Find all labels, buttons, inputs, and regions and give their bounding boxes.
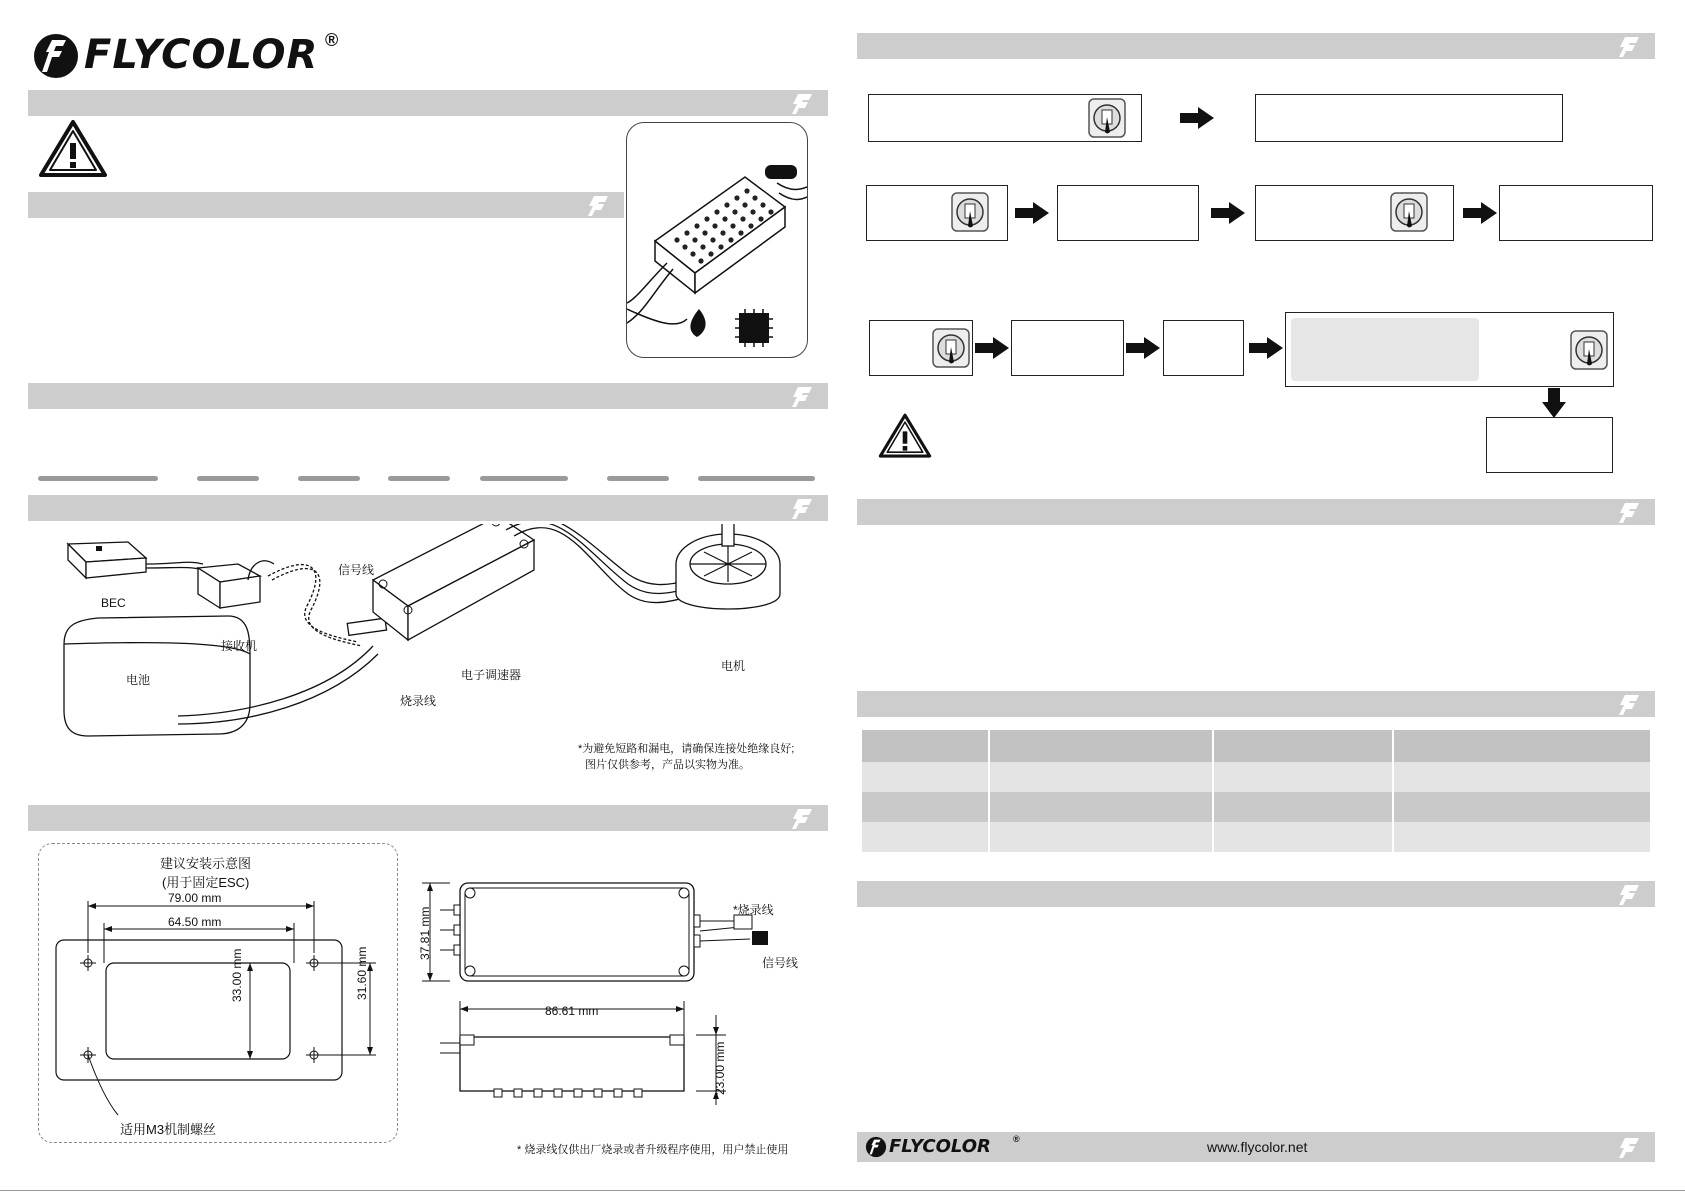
section-bar-features <box>28 192 624 218</box>
troubleshooting-table <box>862 730 1652 852</box>
footer-bar <box>857 1132 1655 1162</box>
label-receiver: 接收机 <box>221 639 258 653</box>
throttle-stick-icon <box>1088 98 1126 138</box>
warning-icon <box>38 118 108 180</box>
calibration-step-box <box>1285 312 1614 387</box>
dimension-length: 86.61 mm <box>545 1004 599 1018</box>
table-row <box>862 792 1651 822</box>
spec-pill <box>698 476 815 481</box>
calibration-step-box <box>1163 320 1244 376</box>
label-motor: 电机 <box>721 659 746 673</box>
section-bar-warning <box>28 90 828 116</box>
dimension-thickness: 23.00 mm <box>713 1041 727 1095</box>
brand-logo-text: FLYCOLOR <box>84 32 319 78</box>
throttle-stick-icon <box>932 328 970 368</box>
bolt-icon <box>788 92 814 114</box>
section-bar-throttle-calibration <box>857 33 1655 59</box>
label-bec: BEC <box>101 596 126 610</box>
footer-website: www.flycolor.net <box>1207 1139 1308 1155</box>
footer-logo-text: FLYCOLOR <box>889 1136 991 1157</box>
wiring-diagram <box>28 524 828 774</box>
bolt-icon <box>584 194 610 216</box>
bolt-icon <box>788 497 814 519</box>
spec-pill <box>388 476 450 481</box>
mounting-title: 建议安装示意图 <box>160 856 252 871</box>
mounting-height-outer: 31.60 mm <box>355 946 369 1000</box>
table-row <box>862 822 1651 852</box>
section-bar-notes <box>857 881 1655 907</box>
spec-pill <box>38 476 158 481</box>
page-bottom-rule <box>0 1190 1685 1191</box>
calibration-step-box <box>1486 417 1613 473</box>
throttle-stick-icon <box>1570 330 1608 370</box>
calibration-step-box <box>1011 320 1124 376</box>
bolt-icon <box>788 385 814 407</box>
spec-pill <box>197 476 259 481</box>
bolt-icon <box>788 807 814 829</box>
section-bar-dimensions <box>28 805 828 831</box>
wiring-note-line1: *为避免短路和漏电，请确保连接处绝缘良好; <box>578 743 795 755</box>
brand-logo-icon <box>865 1136 887 1158</box>
table-header-row <box>862 730 1651 762</box>
section-bar-protection <box>857 499 1655 525</box>
section-bar-specs <box>28 383 828 409</box>
mounting-plate-drawing <box>38 843 396 1141</box>
dimension-program-wire: *烧录线 <box>733 903 774 917</box>
spec-pill <box>480 476 568 481</box>
arrow-right-icon <box>975 337 1009 359</box>
arrow-right-icon <box>1126 337 1160 359</box>
section-bar-wiring <box>28 495 828 521</box>
arrow-right-icon <box>1211 202 1245 224</box>
bolt-icon <box>1615 1136 1641 1158</box>
bolt-icon <box>1615 883 1641 905</box>
throttle-stick-icon <box>1390 192 1428 232</box>
esc-product-illustration <box>627 123 807 357</box>
label-program-wire: 烧录线 <box>400 694 437 708</box>
brand-logo-icon <box>32 32 80 80</box>
wiring-note-line2: 图片仅供参考，产品以实物为准。 <box>585 759 750 771</box>
warning-icon <box>878 412 932 460</box>
mounting-screw-note: 适用M3机制螺丝 <box>120 1122 217 1137</box>
section-bar-troubleshooting <box>857 691 1655 717</box>
throttle-stick-icon <box>951 192 989 232</box>
arrow-right-icon <box>1180 107 1214 129</box>
arrow-right-icon <box>1015 202 1049 224</box>
bolt-icon <box>1615 693 1641 715</box>
mounting-width-outer: 79.00 mm <box>168 891 222 905</box>
label-signal-wire: 信号线 <box>338 563 375 577</box>
bolt-icon <box>1615 501 1641 523</box>
mounting-width-inner: 64.50 mm <box>168 915 222 929</box>
arrow-down-icon <box>1542 388 1566 418</box>
calibration-note-panel <box>1291 318 1479 381</box>
arrow-right-icon <box>1249 337 1283 359</box>
calibration-step-box <box>1057 185 1199 241</box>
mounting-subtitle: (用于固定ESC) <box>162 875 250 890</box>
brand-logo <box>32 30 352 82</box>
footer-registered-mark: ® <box>1013 1134 1020 1144</box>
dimension-height: 37.81 mm <box>418 906 432 960</box>
mounting-height-inner: 33.00 mm <box>230 948 244 1002</box>
table-row <box>862 762 1651 792</box>
dimension-signal-wire: 信号线 <box>762 956 799 970</box>
label-battery: 电池 <box>126 673 151 687</box>
bolt-icon <box>1615 35 1641 57</box>
dimension-footnote: * 烧录线仅供出厂烧录或者升级程序使用，用户禁止使用 <box>517 1144 789 1156</box>
product-image-card <box>626 122 808 358</box>
label-esc: 电子调速器 <box>461 668 522 682</box>
spec-pill <box>607 476 669 481</box>
calibration-step-box <box>1499 185 1653 241</box>
spec-pill <box>298 476 360 481</box>
arrow-right-icon <box>1463 202 1497 224</box>
calibration-step-box <box>1255 94 1563 142</box>
registered-mark: ® <box>325 30 339 50</box>
